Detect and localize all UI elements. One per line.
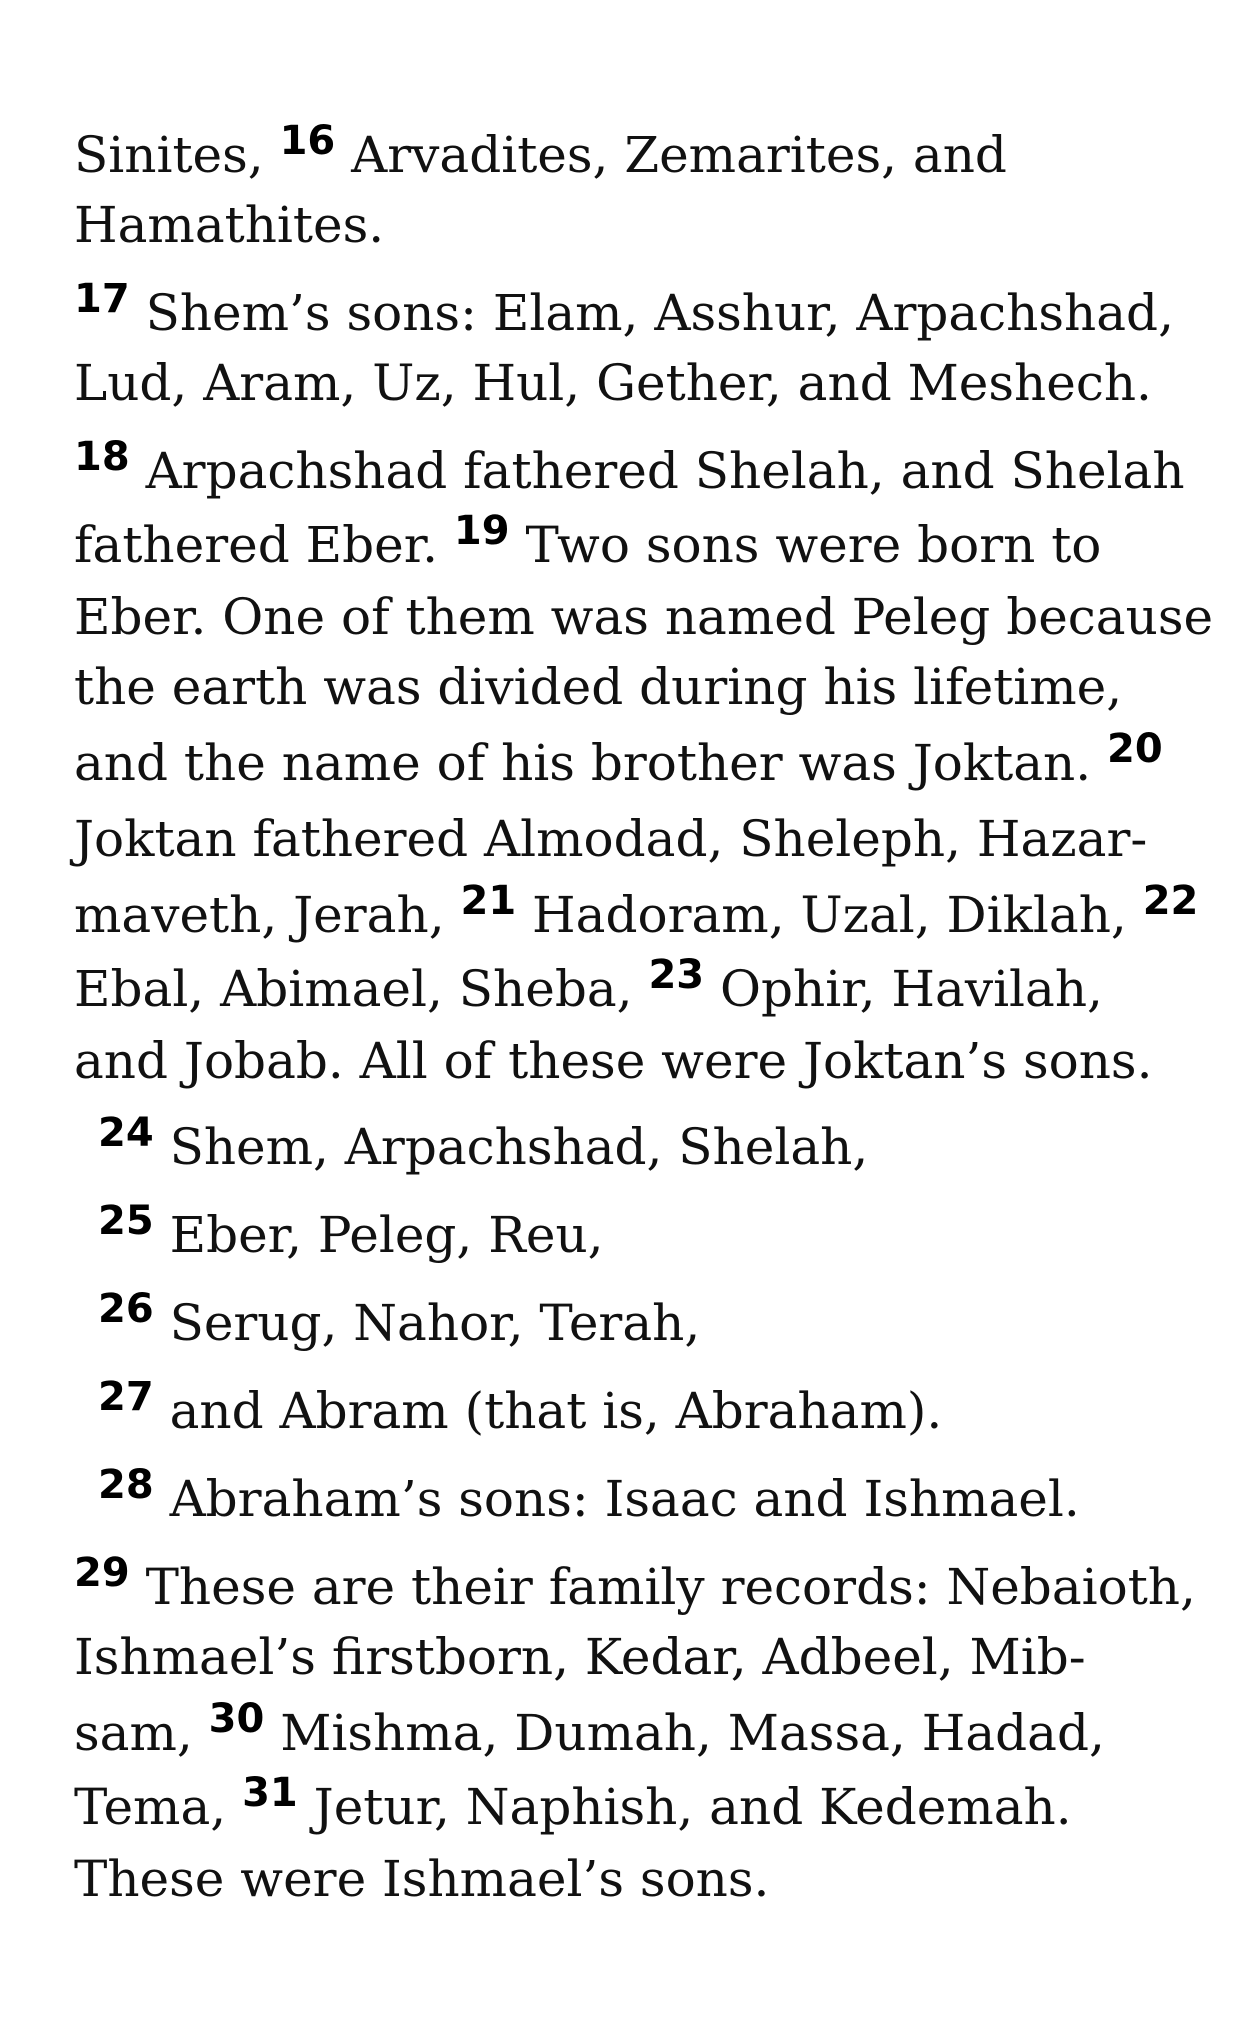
verse-text: Ishmael’s firstborn, Kedar, Adbeel, Mib- — [74, 1628, 1086, 1686]
verse-text: Eber, Peleg, Reu, — [153, 1206, 604, 1264]
verse-text: These were Ishmael’s sons. — [74, 1850, 770, 1908]
verse-number: 17 — [74, 276, 130, 322]
verse-text: sam, — [74, 1704, 209, 1762]
verse-number: 28 — [98, 1462, 154, 1508]
verse-text: and the name of his brother was Joktan. — [74, 734, 1108, 792]
verse-number: 26 — [98, 1286, 154, 1332]
verse-text: Shem, Arpachshad, Shelah, — [153, 1118, 869, 1176]
text-line — [74, 1032, 1153, 1096]
text-line — [74, 1850, 770, 1914]
text-line — [74, 726, 1163, 798]
text-line — [74, 196, 385, 260]
verse-text: the earth was divided during his lifetime, — [74, 658, 1123, 716]
text-line — [74, 1696, 1105, 1768]
verse-text: Arpachshad fathered Shelah, and Shelah — [129, 442, 1185, 500]
verse-text: Mishma, Dumah, Massa, Hadad, — [264, 1704, 1105, 1762]
verse-number: 23 — [648, 952, 705, 998]
text-line — [74, 434, 1185, 506]
verse-text: Two sons were born to — [509, 516, 1102, 574]
text-line — [74, 878, 1199, 950]
text-line — [74, 118, 1007, 190]
verse-number: 31 — [242, 1770, 298, 1816]
text-line — [74, 1628, 1086, 1692]
text-line — [74, 810, 1148, 874]
verse-text: Abraham’s sons: Isaac and Ishmael. — [153, 1470, 1080, 1528]
verse-text: Eber. One of them was named Peleg because — [74, 588, 1214, 646]
verse-number: 24 — [98, 1110, 154, 1156]
verse-number: 20 — [1107, 726, 1163, 772]
verse-text: Jetur, Naphish, and Kedemah. — [297, 1778, 1072, 1836]
verse-text: Arvadites, Zemarites, and — [335, 126, 1007, 184]
verse-number: 21 — [460, 878, 517, 924]
text-line — [74, 1770, 1072, 1842]
poetry-line — [98, 1110, 869, 1182]
verse-number: 27 — [98, 1374, 154, 1420]
verse-text: Serug, Nahor, Terah, — [153, 1294, 701, 1352]
verse-number: 29 — [74, 1550, 130, 1596]
text-line — [74, 354, 1152, 418]
verse-text: maveth, Jerah, — [74, 886, 461, 944]
verse-text: Shem’s sons: Elam, Asshur, Arpachshad, — [129, 284, 1174, 342]
verse-number: 22 — [1142, 878, 1199, 924]
verse-number: 16 — [279, 118, 336, 164]
text-line — [74, 952, 1103, 1024]
verse-number: 19 — [453, 508, 510, 554]
poetry-line — [98, 1198, 604, 1270]
verse-text: Ebal, Abimael, Sheba, — [74, 960, 649, 1018]
verse-number: 25 — [98, 1198, 154, 1244]
verse-text: and Jobab. All of these were Joktan’s sons. — [74, 1032, 1153, 1090]
verse-text: Hadoram, Uzal, Diklah, — [516, 886, 1143, 944]
verse-text: Joktan fathered Almodad, Sheleph, Hazar- — [74, 810, 1148, 868]
poetry-line — [98, 1374, 943, 1446]
text-line — [74, 276, 1174, 348]
text-line — [74, 658, 1123, 722]
verse-text: fathered Eber. — [74, 516, 454, 574]
verse-text: Ophir, Havilah, — [704, 960, 1103, 1018]
verse-number: 18 — [74, 434, 130, 480]
text-line — [74, 508, 1102, 580]
poetry-line — [98, 1462, 1080, 1534]
text-line — [74, 588, 1214, 652]
verse-text: Lud, Aram, Uz, Hul, Gether, and Meshech. — [74, 354, 1152, 412]
verse-number: 30 — [208, 1696, 265, 1742]
text-line — [74, 1550, 1196, 1622]
verse-text: Tema, — [74, 1778, 243, 1836]
verse-text: Hamathites. — [74, 196, 385, 254]
verse-text: These are their family records: Nebaioth, — [129, 1558, 1196, 1616]
verse-text: Sinites, — [74, 126, 280, 184]
verse-text: and Abram (that is, Abraham). — [153, 1382, 943, 1440]
poetry-line — [98, 1286, 701, 1358]
